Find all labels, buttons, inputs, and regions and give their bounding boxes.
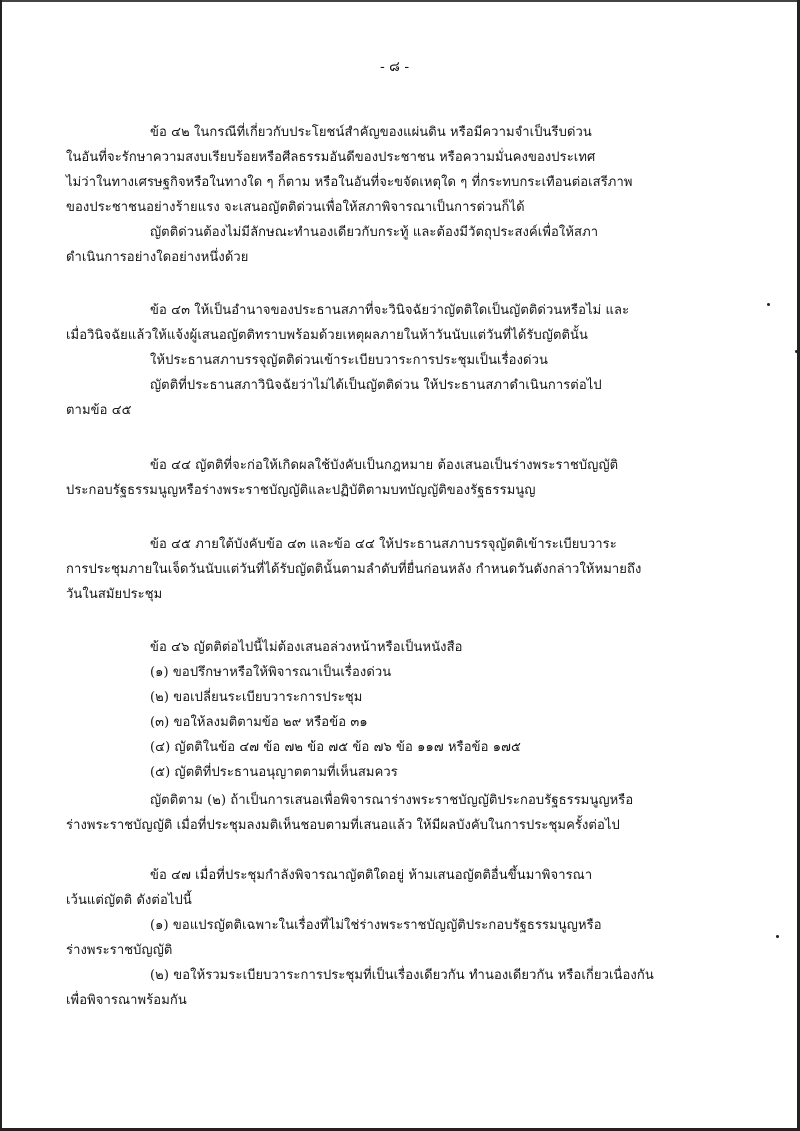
article-43-line-3: ให้ประธานสภาบรรจุญัตติด่วนเข้าระเบียบวาระการประชุมเป็นเรื่องด่วน [150, 353, 548, 368]
article-46-item-1: (๑) ขอปรึกษาหรือให้พิจารณาเป็นเรื่องด่วน [150, 665, 392, 680]
article-46-item-5: (๕) ญัตติที่ประธานอนุญาตตามที่เห็นสมควร [150, 765, 398, 780]
article-42-line-3: ไม่ว่าในทางเศรษฐกิจหรือในทางใด ๆ ก็ตาม หรือในอันที่จะขจัดเหตุใด ๆ ที่กระทบกระเทือนต่อเสรีภาพ [66, 175, 633, 190]
article-43-line-4: ญัตติที่ประธานสภาวินิจฉัยว่าไม่ได้เป็นญัตติด่วน ให้ประธานสภาดำเนินการต่อไป [150, 378, 602, 393]
article-47-line-2: เว้นแต่ญัตติ ดังต่อไปนี้ [66, 893, 192, 908]
article-43-line-2: เมื่อวินิจฉัยแล้วให้แจ้งผู้เสนอญัตติทราบพร้อมด้วยเหตุผลภายในห้าวันนับแต่วันที่ได้รับญัตตินั้น [66, 328, 589, 343]
article-46-item-3: (๓) ขอให้ลงมติตามข้อ ๒๙ หรือข้อ ๓๑ [150, 715, 368, 730]
article-42-line-4: ของประชาชนอย่างร้ายแรง จะเสนอญัตติด่วนเพื่อให้สภาพิจารณาเป็นการด่วนก็ได้ [66, 200, 525, 215]
article-42-line-1: ข้อ ๔๒ ในกรณีที่เกี่ยวกับประโยชน์สำคัญของแผ่นดิน หรือมีความจำเป็นรีบด่วน [150, 125, 592, 140]
article-42-line-5: ญัตติด่วนต้องไม่มีลักษณะทำนองเดียวกับกระทู้ และต้องมีวัตถุประสงค์เพื่อให้สภา [150, 225, 599, 240]
scan-speck [795, 350, 798, 353]
article-47-item-1-cont: ร่างพระราชบัญญัติ [66, 943, 173, 958]
article-44-line-1: ข้อ ๔๔ ญัตติที่จะก่อให้เกิดผลใช้บังคับเป็นกฎหมาย ต้องเสนอเป็นร่างพระราชบัญญัติ [150, 458, 619, 473]
article-47-item-2-cont: เพื่อพิจารณาพร้อมกัน [66, 993, 187, 1008]
article-46-item-2: (๒) ขอเปลี่ยนระเบียบวาระการประชุม [150, 690, 363, 705]
scan-speck [776, 935, 779, 938]
article-46-line-7: ญัตติตาม (๒) ถ้าเป็นการเสนอเพื่อพิจารณาร่างพระราชบัญญัติประกอบรัฐธรรมนูญหรือ [150, 793, 634, 808]
article-45-line-3: วันในสมัยประชุม [66, 587, 163, 602]
article-46-line-8: ร่างพระราชบัญญัติ เมื่อที่ประชุมลงมติเห็นชอบตามที่เสนอแล้ว ให้มีผลบังคับในการประชุมครั้งต่อไป [66, 818, 620, 833]
article-47-item-1: (๑) ขอแปรญัตติเฉพาะในเรื่องที่ไม่ใช่ร่างพระราชบัญญัติประกอบรัฐธรรมนูญหรือ [150, 918, 602, 933]
article-42-line-2: ในอันที่จะรักษาความสงบเรียบร้อยหรือศีลธรรมอันดีของประชาชน หรือความมั่นคงของประเทศ [66, 150, 596, 165]
article-46-line-1: ข้อ ๔๖ ญัตติต่อไปนี้ไม่ต้องเสนอล่วงหน้าหรือเป็นหนังสือ [150, 640, 463, 655]
article-43-line-1: ข้อ ๔๓ ให้เป็นอำนาจของประธานสภาที่จะวินิจฉัยว่าญัตติใดเป็นญัตติด่วนหรือไม่ และ [150, 303, 630, 318]
article-42-line-6: ดำเนินการอย่างใดอย่างหนึ่งด้วย [66, 250, 249, 265]
article-45-line-2: การประชุมภายในเจ็ดวันนับแต่วันที่ได้รับญัตตินั้นตามลำดับที่ยื่นก่อนหลัง กำหนดวันดังกล่าวให้หมายถึง [66, 562, 642, 577]
page-edge-left [0, 0, 2, 1131]
page-edge-top [0, 0, 800, 2]
article-47-item-2: (๒) ขอให้รวมระเบียบวาระการประชุมที่เป็นเรื่องเดียวกัน ทำนองเดียวกัน หรือเกี่ยวเนื่องกัน [150, 968, 654, 983]
scan-speck [767, 303, 770, 306]
article-43-line-5: ตามข้อ ๔๕ [66, 403, 132, 418]
article-44-line-2: ประกอบรัฐธรรมนูญหรือร่างพระราชบัญญัติและปฏิบัติตามบทบัญญัติของรัฐธรรมนูญ [66, 483, 536, 498]
page-number: - ๘ - [380, 59, 410, 75]
article-46-item-4: (๔) ญัตติในข้อ ๔๗ ข้อ ๗๒ ข้อ ๗๕ ข้อ ๗๖ ข้อ ๑๑๗ หรือข้อ ๑๗๕ [150, 740, 521, 755]
article-47-line-1: ข้อ ๔๗ เมื่อที่ประชุมกำลังพิจารณาญัตติใดอยู่ ห้ามเสนอญัตติอื่นขึ้นมาพิจารณา [150, 868, 593, 883]
article-45-line-1: ข้อ ๔๕ ภายใต้บังคับข้อ ๔๓ และข้อ ๔๔ ให้ประธานสภาบรรจุญัตติเข้าระเบียบวาระ [150, 537, 617, 552]
